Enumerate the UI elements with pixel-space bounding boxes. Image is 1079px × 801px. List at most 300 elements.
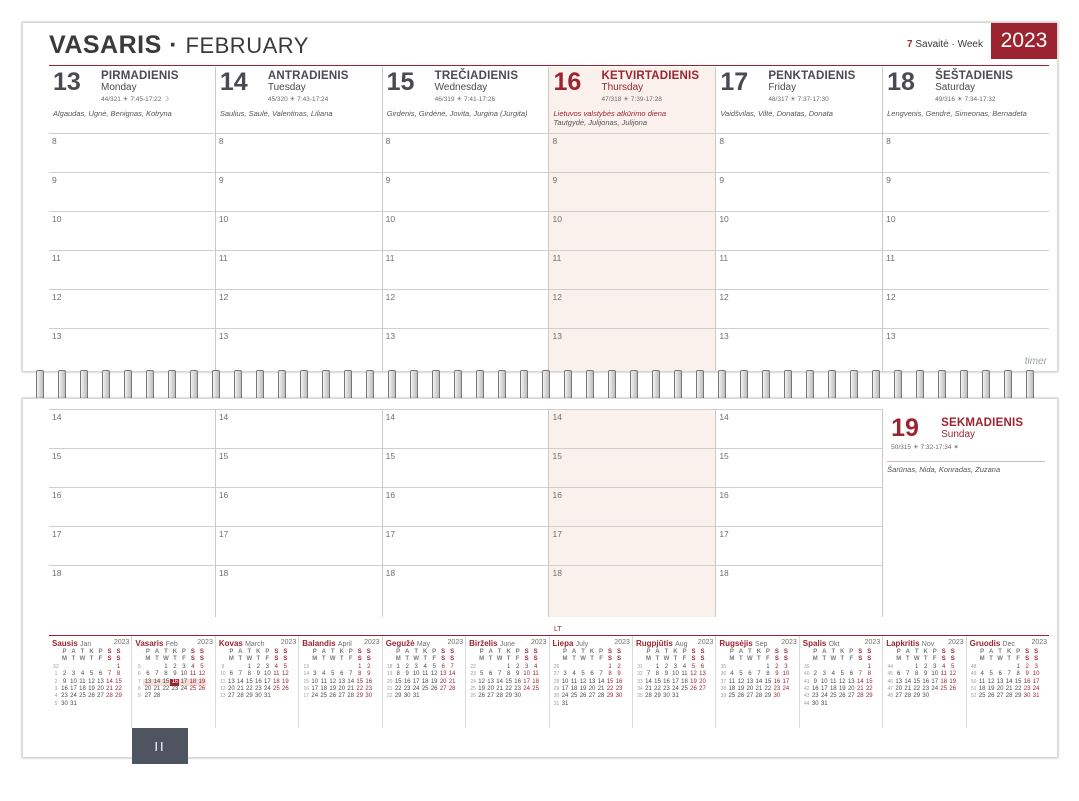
mini-day[interactable]: 27	[228, 693, 235, 700]
mini-day[interactable]: 29	[246, 693, 253, 700]
mini-day[interactable]: 2	[617, 663, 621, 670]
mini-day[interactable]: 14	[347, 678, 355, 685]
mini-day[interactable]: 5	[89, 671, 94, 678]
mini-day[interactable]: 28	[755, 693, 763, 700]
mini-day[interactable]: 30	[365, 693, 373, 700]
mini-day[interactable]: 2	[405, 663, 409, 670]
mini-day[interactable]: 11	[422, 671, 429, 678]
mini-day[interactable]: 20	[699, 678, 706, 685]
mini-day[interactable]: 27	[588, 693, 596, 700]
mini-day[interactable]: 9	[924, 671, 928, 678]
hour-row[interactable]	[549, 328, 715, 367]
mini-day[interactable]: 3	[313, 671, 317, 678]
mini-day[interactable]: 5	[739, 671, 743, 678]
hour-row[interactable]	[883, 172, 1049, 211]
hour-row[interactable]	[549, 487, 715, 526]
mini-day[interactable]: 15	[356, 678, 364, 685]
hour-row[interactable]	[383, 487, 549, 526]
mini-day[interactable]: 23	[615, 686, 623, 693]
mini-day[interactable]: 7	[757, 671, 761, 678]
mini-calendar[interactable]	[883, 636, 966, 728]
mini-day[interactable]: 10	[931, 671, 939, 678]
hour-row[interactable]	[49, 250, 215, 289]
mini-day[interactable]: 19	[987, 686, 995, 693]
mini-day[interactable]: 13	[588, 678, 596, 685]
mini-day[interactable]: 7	[349, 671, 353, 678]
mini-day[interactable]: 9	[173, 671, 177, 678]
mini-calendar[interactable]	[967, 636, 1049, 728]
mini-day[interactable]: 17	[311, 686, 319, 693]
mini-day[interactable]: 25	[320, 693, 328, 700]
mini-day[interactable]: 20	[97, 686, 104, 693]
mini-day[interactable]: 25	[79, 693, 86, 700]
mini-day[interactable]: 28	[1005, 693, 1013, 700]
mini-day[interactable]: 5	[951, 663, 955, 670]
mini-day[interactable]: 29	[1014, 693, 1022, 700]
hour-row[interactable]	[549, 526, 715, 565]
mini-day[interactable]: 21	[856, 686, 864, 693]
mini-day[interactable]: 30	[773, 693, 781, 700]
mini-day[interactable]: 2	[515, 663, 520, 670]
mini-day[interactable]: 1	[396, 663, 400, 670]
mini-day[interactable]: 18	[189, 678, 197, 685]
mini-day[interactable]: 9	[1025, 671, 1029, 678]
mini-day[interactable]: 16	[811, 686, 819, 693]
mini-day[interactable]: 19	[88, 686, 95, 693]
mini-day[interactable]: 16	[365, 678, 373, 685]
mini-day[interactable]: 16	[171, 678, 179, 685]
hour-row[interactable]	[383, 211, 549, 250]
mini-day[interactable]: 12	[478, 678, 485, 685]
mini-day[interactable]: 3	[822, 671, 826, 678]
mini-day[interactable]: 27	[996, 693, 1004, 700]
mini-day[interactable]: 13	[338, 678, 346, 685]
mini-day[interactable]: 29	[505, 693, 512, 700]
mini-day[interactable]: 25	[978, 693, 986, 700]
mini-day[interactable]: 16	[663, 678, 670, 685]
mini-day[interactable]: 26	[478, 693, 485, 700]
mini-day[interactable]: 22	[246, 686, 253, 693]
hour-row[interactable]	[549, 211, 715, 250]
mini-day[interactable]: 19	[690, 678, 697, 685]
mini-day[interactable]: 22	[654, 686, 661, 693]
mini-day[interactable]: 18	[320, 686, 328, 693]
hour-row[interactable]	[383, 133, 549, 172]
mini-day[interactable]: 15	[246, 678, 253, 685]
mini-day[interactable]: 30	[663, 693, 670, 700]
mini-day[interactable]: 31	[820, 700, 828, 707]
mini-day[interactable]: 6	[700, 663, 705, 670]
mini-day[interactable]: 5	[331, 671, 335, 678]
mini-day[interactable]: 2	[62, 671, 67, 678]
mini-calendar[interactable]	[800, 636, 883, 728]
mini-day[interactable]: 24	[264, 686, 271, 693]
mini-day[interactable]: 25	[189, 686, 197, 693]
hour-row[interactable]	[216, 565, 382, 604]
mini-day[interactable]: 13	[487, 678, 494, 685]
mini-day[interactable]: 26	[430, 686, 438, 693]
mini-day[interactable]: 29	[356, 693, 364, 700]
hour-row[interactable]	[883, 250, 1049, 289]
mini-day[interactable]: 12	[430, 671, 438, 678]
mini-day[interactable]: 1	[655, 663, 660, 670]
mini-day[interactable]: 25	[421, 686, 429, 693]
mini-day[interactable]: 7	[238, 671, 243, 678]
mini-day[interactable]: 1	[608, 663, 612, 670]
mini-day[interactable]: 3	[1034, 663, 1038, 670]
hour-row[interactable]	[383, 526, 549, 565]
mini-day[interactable]: 7	[1007, 671, 1011, 678]
mini-day[interactable]: 22	[505, 686, 512, 693]
mini-calendar[interactable]	[132, 636, 215, 728]
mini-day[interactable]: 30	[922, 693, 930, 700]
mini-day[interactable]: 23	[365, 686, 373, 693]
mini-day[interactable]: 29	[654, 693, 661, 700]
mini-day[interactable]: 21	[755, 686, 763, 693]
mini-day[interactable]: 11	[681, 671, 688, 678]
mini-day[interactable]: 27	[338, 693, 346, 700]
mini-day[interactable]: 17	[523, 678, 530, 685]
mini-day[interactable]: 22	[764, 686, 772, 693]
mini-day[interactable]: 2	[173, 663, 177, 670]
mini-day[interactable]: 22	[913, 686, 921, 693]
mini-day[interactable]: 31	[561, 700, 569, 707]
mini-day[interactable]: 22	[1014, 686, 1022, 693]
mini-day[interactable]: 21	[904, 686, 912, 693]
mini-day[interactable]: 3	[265, 663, 270, 670]
mini-day[interactable]: 2	[664, 663, 669, 670]
mini-day[interactable]: 1	[247, 663, 252, 670]
hour-row[interactable]	[716, 172, 882, 211]
mini-day[interactable]: 21	[645, 686, 652, 693]
mini-day[interactable]: 18	[940, 678, 948, 685]
hour-row[interactable]	[716, 448, 882, 487]
mini-day[interactable]: 5	[479, 671, 484, 678]
hour-row[interactable]	[49, 448, 215, 487]
mini-day[interactable]: 22	[394, 686, 402, 693]
mini-day[interactable]: 16	[922, 678, 930, 685]
hour-row[interactable]	[216, 211, 382, 250]
mini-day[interactable]: 14	[645, 678, 652, 685]
mini-day[interactable]: 12	[690, 671, 697, 678]
mini-day[interactable]: 6	[98, 671, 103, 678]
mini-calendar[interactable]	[550, 636, 633, 728]
hour-row[interactable]	[549, 172, 715, 211]
mini-day[interactable]: 2	[367, 663, 371, 670]
mini-day[interactable]: 18	[681, 678, 688, 685]
mini-day[interactable]: 17	[672, 678, 679, 685]
mini-day[interactable]: 3	[673, 663, 678, 670]
mini-day[interactable]: 8	[1016, 671, 1020, 678]
mini-day[interactable]: 21	[237, 686, 244, 693]
mini-day[interactable]: 9	[62, 678, 67, 685]
mini-day[interactable]: 4	[322, 671, 326, 678]
mini-day[interactable]: 11	[570, 678, 578, 685]
mini-day[interactable]: 10	[180, 671, 188, 678]
mini-day[interactable]: 30	[255, 693, 262, 700]
hour-row[interactable]	[883, 289, 1049, 328]
mini-day[interactable]: 19	[949, 678, 957, 685]
hour-row[interactable]	[383, 328, 549, 367]
mini-day[interactable]: 30	[514, 693, 521, 700]
hour-row[interactable]	[883, 133, 1049, 172]
mini-day[interactable]: 1	[766, 663, 770, 670]
hour-row[interactable]	[383, 250, 549, 289]
mini-day[interactable]: 18	[570, 686, 578, 693]
mini-day[interactable]: 11	[189, 671, 197, 678]
mini-day[interactable]: 1	[867, 663, 871, 670]
hour-row[interactable]	[716, 328, 882, 367]
mini-day[interactable]: 8	[396, 671, 400, 678]
mini-day[interactable]: 12	[198, 671, 206, 678]
mini-day[interactable]: 27	[144, 693, 152, 700]
mini-day[interactable]: 18	[978, 686, 986, 693]
mini-day[interactable]: 31	[412, 693, 420, 700]
mini-day[interactable]: 19	[737, 686, 745, 693]
mini-day[interactable]: 28	[904, 693, 912, 700]
mini-day[interactable]: 18	[79, 686, 86, 693]
mini-day[interactable]: 21	[496, 686, 503, 693]
mini-day[interactable]: 9	[775, 671, 779, 678]
mini-day[interactable]: 11	[320, 678, 327, 685]
mini-day[interactable]: 18	[728, 686, 736, 693]
mini-day[interactable]: 28	[448, 686, 456, 693]
mini-day[interactable]: 25	[273, 686, 280, 693]
mini-day[interactable]: 22	[865, 686, 873, 693]
mini-day[interactable]: 8	[358, 671, 362, 678]
mini-day[interactable]: 8	[915, 671, 919, 678]
mini-day[interactable]: 17	[1032, 678, 1040, 685]
hour-row[interactable]	[716, 250, 882, 289]
hour-row[interactable]	[216, 289, 382, 328]
mini-day[interactable]: 7	[646, 671, 651, 678]
mini-calendar[interactable]	[299, 636, 382, 728]
mini-day[interactable]: 28	[153, 693, 161, 700]
mini-day[interactable]: 27	[895, 693, 903, 700]
mini-day[interactable]: 26	[88, 693, 95, 700]
hour-row[interactable]	[716, 487, 882, 526]
hour-row[interactable]	[383, 172, 549, 211]
mini-day[interactable]: 15	[115, 678, 122, 685]
mini-day[interactable]: 1	[506, 663, 511, 670]
mini-day[interactable]: 28	[856, 693, 864, 700]
mini-day[interactable]: 23	[403, 686, 411, 693]
mini-day[interactable]: 1	[116, 663, 121, 670]
hour-row[interactable]	[49, 328, 215, 367]
mini-day[interactable]: 22	[356, 686, 364, 693]
mini-day[interactable]: 20	[228, 686, 235, 693]
mini-day[interactable]: 23	[61, 693, 68, 700]
mini-day[interactable]: 23	[922, 686, 930, 693]
mini-day[interactable]: 25	[532, 686, 539, 693]
mini-day[interactable]: 4	[533, 663, 538, 670]
mini-calendar[interactable]	[216, 636, 299, 728]
mini-day[interactable]: 31	[70, 700, 77, 707]
mini-day[interactable]: 10	[820, 678, 828, 685]
mini-day[interactable]: 28	[496, 693, 503, 700]
mini-day[interactable]: 23	[811, 693, 819, 700]
mini-day[interactable]: 13	[439, 671, 447, 678]
mini-day[interactable]: 20	[487, 686, 494, 693]
mini-day[interactable]: 12	[987, 678, 995, 685]
mini-day[interactable]: 22	[115, 686, 122, 693]
mini-day[interactable]: 5	[432, 663, 436, 670]
mini-day[interactable]: 12	[282, 671, 289, 678]
mini-day[interactable]: 21	[448, 678, 456, 685]
mini-day[interactable]: 10	[672, 671, 679, 678]
mini-day[interactable]: 5	[581, 671, 585, 678]
mini-day[interactable]: 4	[572, 671, 576, 678]
mini-day[interactable]: 10	[782, 671, 790, 678]
hour-row[interactable]	[216, 448, 382, 487]
mini-day[interactable]: 6	[229, 671, 234, 678]
mini-day[interactable]: 11	[79, 678, 86, 685]
mini-day[interactable]: 19	[282, 678, 289, 685]
mini-day[interactable]: 3	[182, 663, 186, 670]
mini-day[interactable]: 26	[329, 693, 337, 700]
mini-day[interactable]: 25	[940, 686, 948, 693]
mini-day[interactable]: 2	[775, 663, 779, 670]
mini-day[interactable]: 30	[1023, 693, 1031, 700]
mini-day[interactable]: 13	[699, 671, 706, 678]
mini-day[interactable]: 6	[897, 671, 901, 678]
mini-day[interactable]: 25	[681, 686, 688, 693]
mini-day[interactable]: 9	[515, 671, 520, 678]
mini-day[interactable]: 6	[488, 671, 493, 678]
mini-day[interactable]: 10	[70, 678, 77, 685]
mini-day[interactable]: 4	[980, 671, 984, 678]
mini-day[interactable]: 24	[672, 686, 679, 693]
mini-day[interactable]: 13	[996, 678, 1004, 685]
mini-day[interactable]: 12	[329, 678, 337, 685]
mini-day[interactable]: 8	[506, 671, 511, 678]
mini-day[interactable]: 28	[347, 693, 355, 700]
mini-day[interactable]: 27	[439, 686, 447, 693]
mini-day[interactable]: 24	[1032, 686, 1040, 693]
mini-day[interactable]: 14	[237, 678, 244, 685]
mini-day[interactable]: 23	[1023, 686, 1031, 693]
mini-day[interactable]: 17	[70, 686, 77, 693]
mini-day[interactable]: 3	[71, 671, 76, 678]
mini-day[interactable]: 8	[867, 671, 871, 678]
mini-day[interactable]: 11	[532, 671, 539, 678]
mini-day[interactable]: 11	[979, 678, 986, 685]
hour-row[interactable]	[549, 250, 715, 289]
mini-day[interactable]: 13	[746, 678, 754, 685]
mini-day[interactable]: 18	[532, 678, 539, 685]
mini-day[interactable]: 17	[264, 678, 271, 685]
mini-day[interactable]: 7	[107, 671, 112, 678]
mini-day[interactable]: 17	[180, 678, 188, 685]
mini-day[interactable]: 8	[247, 671, 252, 678]
mini-day[interactable]: 19	[329, 686, 337, 693]
mini-day[interactable]: 9	[664, 671, 669, 678]
mini-day[interactable]: 10	[523, 671, 530, 678]
mini-day[interactable]: 14	[755, 678, 763, 685]
hour-row[interactable]	[216, 250, 382, 289]
mini-day[interactable]: 21	[1005, 686, 1013, 693]
mini-day[interactable]: 7	[497, 671, 502, 678]
mini-day[interactable]: 13	[228, 678, 235, 685]
hour-row[interactable]	[49, 526, 215, 565]
mini-day[interactable]: 3	[524, 663, 529, 670]
mini-day[interactable]: 15	[1014, 678, 1022, 685]
mini-day[interactable]: 28	[106, 693, 113, 700]
mini-day[interactable]: 29	[764, 693, 772, 700]
mini-calendar[interactable]	[383, 636, 466, 728]
mini-day[interactable]: 3	[414, 663, 418, 670]
mini-day[interactable]: 29	[115, 693, 122, 700]
mini-day[interactable]: 17	[931, 678, 939, 685]
hour-row[interactable]	[383, 565, 549, 604]
mini-day[interactable]: 6	[441, 663, 445, 670]
mini-day[interactable]: 23	[773, 686, 781, 693]
mini-calendar[interactable]	[466, 636, 549, 728]
mini-day[interactable]: 4	[423, 663, 427, 670]
mini-day[interactable]: 22	[162, 686, 170, 693]
mini-day[interactable]: 12	[737, 678, 745, 685]
mini-day[interactable]: 1	[358, 663, 362, 670]
mini-day[interactable]: 9	[405, 671, 409, 678]
mini-day[interactable]: 15	[505, 678, 512, 685]
mini-day[interactable]: 3	[933, 663, 937, 670]
mini-day[interactable]: 28	[645, 693, 652, 700]
hour-row[interactable]	[216, 409, 382, 448]
hour-row[interactable]	[716, 133, 882, 172]
hour-row[interactable]	[383, 448, 549, 487]
mini-day[interactable]: 19	[478, 686, 485, 693]
mini-day[interactable]: 19	[430, 678, 438, 685]
mini-day[interactable]: 24	[311, 693, 319, 700]
mini-day[interactable]: 16	[773, 678, 781, 685]
hour-row[interactable]	[49, 289, 215, 328]
mini-day[interactable]: 8	[608, 671, 612, 678]
mini-day[interactable]: 20	[847, 686, 855, 693]
mini-day[interactable]: 6	[748, 671, 752, 678]
hour-row[interactable]	[216, 487, 382, 526]
mini-day[interactable]: 10	[311, 678, 319, 685]
mini-day[interactable]: 21	[347, 686, 355, 693]
mini-day[interactable]: 14	[106, 678, 113, 685]
mini-day[interactable]: 26	[737, 693, 745, 700]
hour-row[interactable]	[383, 409, 549, 448]
mini-day[interactable]: 18	[829, 686, 837, 693]
mini-day[interactable]: 21	[153, 686, 161, 693]
mini-day[interactable]: 2	[924, 663, 928, 670]
hour-row[interactable]	[216, 133, 382, 172]
mini-day[interactable]: 20	[895, 686, 903, 693]
mini-day[interactable]: 14	[496, 678, 503, 685]
mini-day[interactable]: 24	[820, 693, 828, 700]
mini-day[interactable]: 25	[829, 693, 837, 700]
hour-row[interactable]	[216, 526, 382, 565]
mini-day[interactable]: 23	[171, 686, 179, 693]
mini-day[interactable]: 15	[865, 678, 873, 685]
mini-day[interactable]: 6	[590, 671, 594, 678]
mini-day[interactable]: 1	[164, 663, 168, 670]
month-tab-february[interactable]: II	[132, 728, 188, 764]
mini-day[interactable]: 4	[191, 663, 195, 670]
mini-day[interactable]: 1	[915, 663, 919, 670]
mini-day[interactable]: 16	[615, 678, 623, 685]
mini-day[interactable]: 20	[996, 686, 1004, 693]
hour-row[interactable]	[716, 289, 882, 328]
mini-day[interactable]: 14	[904, 678, 912, 685]
mini-day[interactable]: 27	[847, 693, 855, 700]
hour-row[interactable]	[716, 211, 882, 250]
mini-day[interactable]: 26	[838, 693, 846, 700]
mini-day[interactable]: 8	[766, 671, 770, 678]
